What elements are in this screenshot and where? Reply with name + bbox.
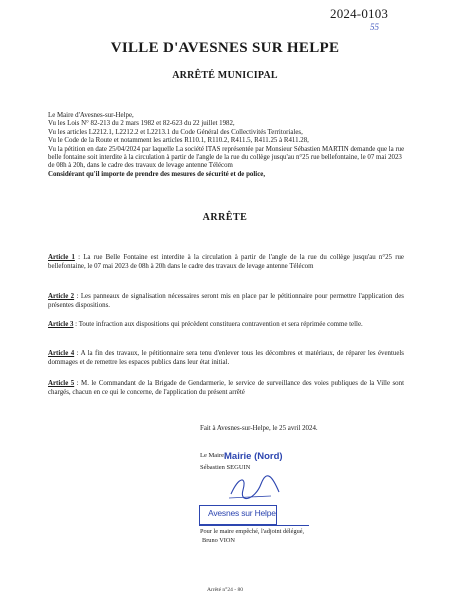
article-2 <box>48 293 404 310</box>
section-title: ARRÊTE <box>202 212 248 223</box>
preamble <box>48 112 408 179</box>
signatory-name: Sébastien SEGUIN <box>200 464 251 471</box>
article-3 <box>48 321 404 330</box>
reference-handwritten-mark: 55 <box>370 22 379 32</box>
preamble-line: Vu le Code de la Route et notamment les articles R110.1, R110.2, R411.5, R411.25 à R411.28, <box>48 137 309 145</box>
reference-number: 2024-0103 <box>330 6 389 21</box>
article-label: Article 1 <box>48 254 75 261</box>
article-text: : Les panneaux de signalisation nécessaires seront mis en place par le pétitionnaire pour permettre l'application des présentes dispositions. <box>48 293 404 309</box>
signature-icon <box>225 474 285 502</box>
preamble-line: Le Maire d'Avesnes-sur-Helpe, <box>48 112 134 119</box>
article-1 <box>48 254 404 271</box>
article-4 <box>48 350 404 367</box>
article-text: : La rue Belle Fontaine est interdite à la circulation à partir de l'angle de la rue du collège jusqu'au n°25 rue bellefontaine, le 07 mai 2023 de 08h à 20h dans le cadre des travaux de levage antenne Télécom <box>48 254 404 270</box>
stamp-mairie-label: Mairie (Nord) <box>224 451 283 462</box>
article-label: Article 3 <box>48 321 74 328</box>
preamble-line: Vu les articles L2212.1, L2212.2 et L2213.1 du Code Général des Collectivités Territoriales, <box>48 128 303 136</box>
article-label: Article 2 <box>48 293 75 300</box>
preamble-line: Vu les Lois N° 82-213 du 2 mars 1982 et 82-623 du 22 juillet 1982, <box>48 120 235 128</box>
article-text: : M. le Commandant de la Brigade de Gendarmerie, le service de surveillance des voies publiques de la Ville sont chargés, chacun en ce qui le concerne, de l'application du présent arrêté <box>48 380 404 396</box>
article-label: Article 4 <box>48 350 75 357</box>
considering-paragraph: Considérant qu'il importe de prendre des mesures de sécurité et de police, <box>48 170 266 178</box>
document-subtitle: ARRÊTÉ MUNICIPAL <box>172 70 278 81</box>
stamp-town-label: Avesnes sur Helpe <box>208 508 276 518</box>
page-footer: Arrêté n°24 - 80 <box>207 587 243 593</box>
delegate-line: Pour le maire empêché, l'adjoint délégué, <box>200 528 305 535</box>
article-text: : A la fin des travaux, le pétitionnaire sera tenu d'enlever tous les décombres et matériaux, de réparer les éventuels dommages et de remettre les espaces publics dans leur état initial. <box>48 350 404 366</box>
signatory-role: Le Maire, <box>200 452 226 459</box>
document-title: VILLE D'AVESNES SUR HELPE <box>110 40 340 56</box>
delegate-name: Bruno VION <box>202 537 235 544</box>
closing-statement: Fait à Avesnes-sur-Helpe, le 25 avril 2024. <box>200 425 318 432</box>
petition-paragraph: Vu la pétition en date 25/04/2024 par laquelle La société ITAS représentée par Monsieur Sébastien MARTIN demande que la rue belle fontaine soit interdite à la circulation à partir de l'angle de la rue du collège jusqu'au n°25 rue bellefontaine, le 07 mai 2023 de 08h à 20h, dans le cadre des travaux de levage antenne Télécom <box>48 145 405 170</box>
article-label: Article 5 <box>48 380 75 387</box>
stamp-underline <box>199 525 309 526</box>
article-text: : Toute infraction aux dispositions qui précèdent constituera contravention et sera réprimée comme telle. <box>73 321 363 328</box>
article-5 <box>48 380 404 397</box>
